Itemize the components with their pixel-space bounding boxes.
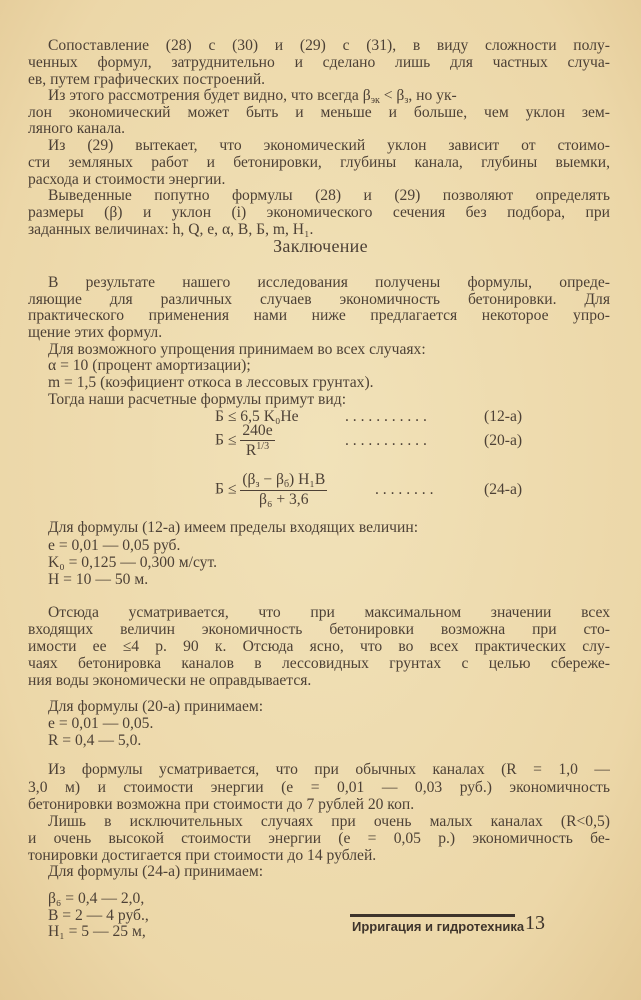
text-line: e = 0,01 — 0,05 руб. [48, 537, 181, 554]
text-line: Тогда наши расчетные формулы примут вид: [48, 391, 347, 408]
text-segment: , но ук- [408, 87, 457, 104]
journal-title: Ирригация и гидротехника [352, 919, 525, 934]
formula-expression: Б ≤ 6,5 K₀He [215, 408, 299, 425]
exponent: 1/3 [256, 441, 270, 452]
text-line: Отсюда усматривается, что при максимальном значении всех [48, 604, 610, 621]
formula-expression [215, 471, 327, 509]
formula-leader-dots: . . . . . . . . [375, 481, 434, 498]
denominator: β₆ + 3,6 [259, 491, 309, 508]
term: ) H₁B [289, 471, 326, 488]
text-line: α = 10 (процент амортизации); [48, 357, 251, 374]
text-line: расхода и стоимости энергии. [28, 171, 226, 188]
term: − β [259, 471, 284, 488]
formula-leader-dots: . . . . . . . . . . . [345, 408, 427, 425]
text-line: практического применения нами ниже предлагается некоторое упро- [28, 307, 610, 324]
text-line: Сопоставление (28) с (30) и (29) с (31), в виду сложности полу- [48, 37, 610, 54]
formula-lhs: Б ≤ [215, 480, 237, 498]
text-line: Для формулы (24-а) принимаем: [48, 863, 264, 880]
text-segment: Из этого рассмотрения будет видно, что всегда β [48, 87, 371, 104]
term: (β [242, 471, 256, 488]
text-line: K₀ = 0,125 — 0,300 м/сут. [48, 554, 218, 571]
text-line: тонировки достигается при стоимости до 14 рублей. [28, 847, 377, 864]
text-line: 3,0 м) и стоимости энергии (e = 0,01 — 0,03 руб.) экономичность [28, 779, 610, 796]
fraction [240, 422, 274, 460]
text-line: ния воды экономически не оправдывается. [28, 672, 312, 689]
text-line: Для формулы (20-а) принимаем: [48, 698, 264, 715]
text-line: и очень высокой стоимости энергии (e = 0,05 р.) экономичность бе- [28, 830, 610, 847]
text-line: Выведенные попутно формулы (28) и (29) позволяют определять [48, 187, 610, 204]
text-line: размеры (β) и уклон (i) экономического сечения без подбора, при [28, 204, 610, 221]
text-line: H₁ = 5 — 25 м, [48, 923, 146, 940]
text-line: β₆ = 0,4 — 2,0, [48, 890, 145, 907]
text-line: сти земляных работ и бетонировки, глубины канала, глубины выемки, [28, 154, 610, 171]
subscript: б [283, 479, 290, 490]
text-line: Из формулы усматривается, что при обычных каналах (R = 1,0 — [48, 761, 610, 778]
formula-expression [215, 422, 275, 460]
text-line: ченных формул, затруднительно и сделано лишь для частных случа- [28, 54, 610, 71]
formula-leader-dots: . . . . . . . . . . . [345, 432, 427, 449]
numerator: 240e [242, 422, 273, 439]
formula-number: (24-а) [484, 481, 523, 498]
fraction [240, 471, 327, 509]
text-line: e = 0,01 — 0,05. [48, 715, 154, 732]
formula-lhs: Б ≤ [215, 431, 237, 449]
text-line: Лишь в исключительных случаях при очень малых каналах (R<0,5) [48, 813, 610, 830]
text-segment: < β [379, 87, 405, 104]
text-line: B = 2 — 4 руб., [48, 907, 149, 924]
text-line: Для возможного упрощения принимаем во всех случаях: [48, 341, 426, 358]
text-line: m = 1,5 (коэфициент откоса в лессовых грунтах). [48, 374, 374, 391]
text-line: бетонировки возможна при стоимости до 7 рублей 20 коп. [28, 796, 415, 813]
denominator [240, 441, 274, 460]
text-line: Для формулы (12-а) имеем пределы входящих величин: [48, 519, 419, 536]
text-line: щение этих формул. [28, 324, 163, 341]
text-line: ев, путем графических построений. [28, 71, 266, 88]
subscript: з [404, 95, 409, 106]
subscript: эк [370, 95, 380, 106]
text-line: В результате нашего исследования получены формулы, опреде- [48, 274, 610, 291]
formula-number: (12-а) [484, 408, 523, 425]
text-line: ляного канала. [28, 120, 126, 137]
text-line: имости ее ≤4 р. 90 к. Отсюда ясно, что во всех практических слу- [28, 638, 610, 655]
text-line: входящих величин экономичность бетонировки возможна при сто- [28, 621, 610, 638]
numerator [240, 471, 327, 491]
text-line: ляющие для различных случаев экономичность бетонировки. Для [28, 291, 610, 308]
subscript: з [255, 479, 260, 490]
section-heading: Заключение [273, 236, 368, 256]
formula-number: (20-а) [484, 432, 523, 449]
text-line: Из (29) вытекает, что экономический уклон зависит от стоимо- [48, 137, 610, 154]
text-line: R = 0,4 — 5,0. [48, 732, 142, 749]
text-line: лон экономический может быть и меньше и больше, чем уклон зем- [28, 104, 610, 121]
footer-rule [350, 914, 515, 917]
text-line: H = 10 — 50 м. [48, 571, 149, 588]
denominator-base: R [245, 442, 257, 459]
page-number: 13 [525, 912, 545, 934]
text-line: чаях бетонировка каналов в лессовидных грунтах с целью сбереже- [28, 655, 610, 672]
text-line: заданных величинах: h, Q, e, α, B, Б, m, H₁. [28, 221, 314, 238]
